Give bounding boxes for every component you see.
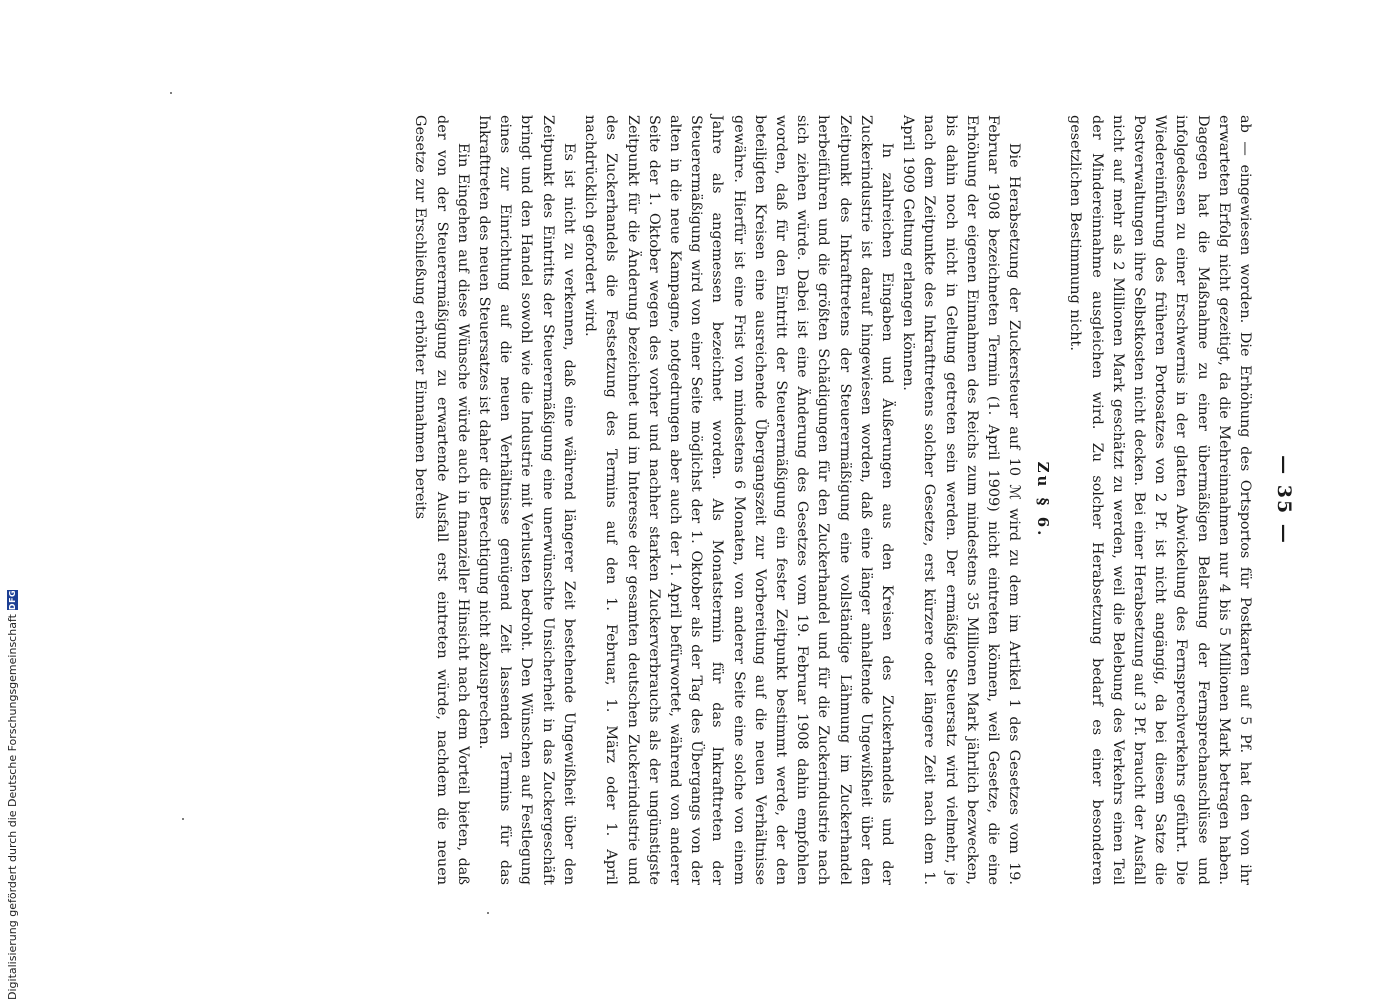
dfg-logo: DFG [7,589,17,611]
digitization-credit [2,0,22,1000]
digitization-credit-text: Digitalisierung gefördert durch die Deutsche Forschungsgemeinschaft [5,614,19,1000]
paragraph: ab — eingewiesen worden. Die Erhöhung des Ortsportos für Postkarten auf 5 Pf. hat den von ihr erwarteten Erfolg nicht gezeitigt, da die Mehreinnahmen nur 4 bis 5 Millionen Mark betragen haben. Dagegen hat die Maßnahme zu einer übermäßigen Belastung der Fernsprechanschlüsse und infolgedessen zu einer Erschwernis in der glatten Abwickelung des Fernsprechverkehrs geführt. Die Wiedereinführung des früheren Portosatzes von 2 Pf. ist nicht angängig, da bei diesem Satze die Postverwaltungen ihre Selbstkosten nicht decken. Bei einer Herabsetzung auf 3 Pf. braucht der Ausfall nicht auf mehr als 2 Millionen Mark geschätzt zu werden, weil die Belebung des Verkehrs einen Teil der Mindereinnahme ausgleichen wird. Zu solcher Herabsetzung bedarf es einer besonderen gesetzlichen Bestimmung nicht. [1067,115,1253,885]
scan-speck [170,92,172,94]
page-number: — 35 — [1273,455,1295,545]
section-heading: Zu § 6. [1034,461,1053,539]
document-page [160,115,1295,885]
scan-speck [487,912,489,914]
paragraph: Ein Eingehen auf diese Wünsche würde auch in finanzieller Hinsicht nach dem Vorteil bieten, daß der von der Steuerermäßigung zu erwartende Ausfall erst eintreten würde, nachdem die neuen Gesetze zur Erschließung erhöhter Einnahmen bereits [412,115,471,885]
paragraph: In zahlreichen Eingaben und Äußerungen aus den Kreisen des Zuckerhandels und der Zuckerindustrie ist darauf hingewiesen worden, daß eine länger anhaltende Ungewißheit über den Zeitpunkt des Inkrafttretens der Steuerermäßigung eine vollständige Lähmung im Zuckerhandel herbeiführen und die größten Schädigungen für den Zuckerhandel und für die Zuckerindustrie nach sich ziehen würde. Dabei ist eine Änderung des Gesetzes vom 19. Februar 1908 dahin empfohlen worden, daß für den Eintritt der Steuerermäßigung ein fester Zeitpunkt bestimmt werde, der den beteiligten Kreisen eine ausreichende Übergangszeit zur Vorbereitung auf die neuen Verhältnisse gewähre. Hierfür ist eine Frist von mindestens 6 Monaten, von anderer Seite eine solche von einem Jahre als angemessen bezeichnet worden. Als Monatstermin für das Inkrafttreten der Steuerermäßigung wird von einer Seite möglichst der 1. Oktober als der Tag des Übergangs von der alten in die neue Kampagne, notgedrungen aber auch der 1. April befürwortet, während von anderer Seite der 1. Oktober wegen des vorher und nachher starken Zuckerverbrauchs als der ungünstigste Zeitpunkt für die Änderung bezeichnet und im Interesse der gesamten deutschen Zuckerindustrie und des Zuckerhandels die Festsetzung des Termins auf den 1. Februar, 1. März oder 1. April nachdrücklich gefordert wird. [582,115,895,885]
rotated-page-area [160,115,1295,885]
paragraph: Die Herabsetzung der Zuckersteuer auf 10 ℳ wird zu dem im Artikel 1 des Gesetzes vom 19. Februar 1908 bezeichneten Termin (1. April 1909) nicht eintreten können, weil Gesetze, die eine Erhöhung der eigenen Einnahmen des Reichs zum mindestens 35 Millionen Mark jährlich bezwecken, bis dahin noch nicht in Geltung getreten sein werden. Der ermäßigte Steuersatz wird vielmehr, je nach dem Zeitpunkte des Inkrafttretens solcher Gesetze, erst kürzere oder längere Zeit nach dem 1. April 1909 Geltung erlangen können. [900,115,1023,885]
paragraph: Es ist nicht zu verkennen, daß eine während längerer Zeit bestehende Ungewißheit über den Zeitpunkt des Eintritts der Steuerermäßigung eine unerwünschte Unsicherheit in das Zuckergeschäft bringt und den Handel sowohl wie die Industrie mit Verlusten bedroht. Den Wünschen auf Festlegung eines zur Einrichtung auf die neuen Verhältnisse genügend Zeit lassenden Termins für das Inkrafttreten des neuen Steuersatzes ist daher die Berechtigung nicht abzusprechen. [476,115,577,885]
